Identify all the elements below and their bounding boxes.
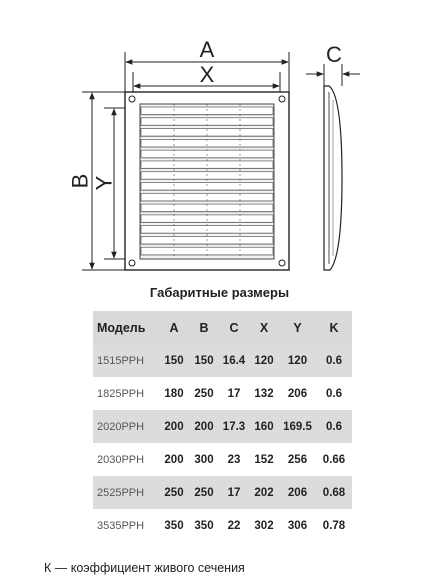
header-y: Y [279, 311, 316, 344]
cell-a: 200 [164, 453, 184, 466]
table-row [93, 410, 352, 443]
louver-slat [141, 215, 273, 223]
section-caption: Габаритные размеры [149, 285, 290, 300]
table-header-row [93, 311, 352, 344]
cell-b: 300 [194, 453, 214, 466]
header-b: B [189, 311, 219, 344]
cell-b: 200 [189, 410, 219, 443]
cell-x: 152 [254, 453, 274, 466]
cell-y: 206 [279, 476, 316, 509]
table-row [93, 344, 352, 377]
cell-y: 256 [287, 453, 308, 466]
cell-x: 120 [249, 344, 279, 377]
cell-y: 306 [287, 519, 308, 532]
cell-b: 150 [189, 344, 219, 377]
cell-model: 1825PPH [97, 387, 145, 400]
label-y: Y [91, 175, 117, 191]
table-row [93, 443, 352, 476]
label-b: B [67, 173, 93, 189]
cell-x: 132 [254, 387, 274, 400]
louver-slat [141, 247, 273, 255]
cell-a: 200 [159, 410, 189, 443]
cell-model: 1515PPH [93, 344, 159, 377]
cell-b: 250 [189, 476, 219, 509]
mounting-hole-icon [129, 260, 135, 266]
cell-y: 206 [287, 387, 308, 400]
cell-k: 0.66 [322, 453, 346, 466]
cell-k: 0.6 [326, 387, 342, 400]
label-x: X [199, 62, 215, 87]
mounting-hole-icon [129, 96, 135, 102]
cell-k: 0.6 [316, 410, 352, 443]
cell-b: 250 [194, 387, 214, 400]
cell-y: 169.5 [279, 410, 316, 443]
cell-b: 350 [194, 519, 214, 532]
cell-c: 17 [219, 476, 249, 509]
cell-model: 2030PPH [97, 453, 145, 466]
header-a: A [159, 311, 189, 344]
cell-c: 16.4 [219, 344, 249, 377]
table-row [93, 509, 352, 542]
cell-a: 150 [159, 344, 189, 377]
dimensions-table [93, 311, 352, 542]
footnote: К — коэффициент живого сечения [44, 561, 245, 575]
cell-k: 0.6 [316, 344, 352, 377]
technical-drawing [0, 0, 439, 285]
grille-drawing-svg [0, 0, 439, 285]
cell-c: 22 [227, 519, 241, 532]
cell-k: 0.78 [322, 519, 346, 532]
table-row [93, 377, 352, 410]
label-c: C [326, 42, 342, 67]
table-row [93, 476, 352, 509]
cell-x: 160 [249, 410, 279, 443]
mounting-hole-icon [279, 96, 285, 102]
cell-k: 0.68 [316, 476, 352, 509]
header-model: Модель [93, 311, 159, 344]
grille-front-view [125, 92, 289, 270]
header-k: K [316, 311, 352, 344]
cell-c: 17.3 [219, 410, 249, 443]
cell-y: 120 [279, 344, 316, 377]
cell-x: 302 [254, 519, 274, 532]
cell-x: 202 [249, 476, 279, 509]
label-a: A [199, 37, 215, 62]
cell-model: 2020PPH [93, 410, 159, 443]
grille-side-profile [324, 86, 342, 270]
header-x: X [249, 311, 279, 344]
cell-a: 250 [159, 476, 189, 509]
mounting-hole-icon [279, 260, 285, 266]
cell-c: 17 [227, 387, 241, 400]
cell-a: 180 [164, 387, 184, 400]
header-c: C [219, 311, 249, 344]
cell-model: 3535PPH [97, 519, 145, 532]
cell-c: 23 [227, 453, 241, 466]
cell-model: 2525PPH [93, 476, 159, 509]
cell-a: 350 [164, 519, 184, 532]
